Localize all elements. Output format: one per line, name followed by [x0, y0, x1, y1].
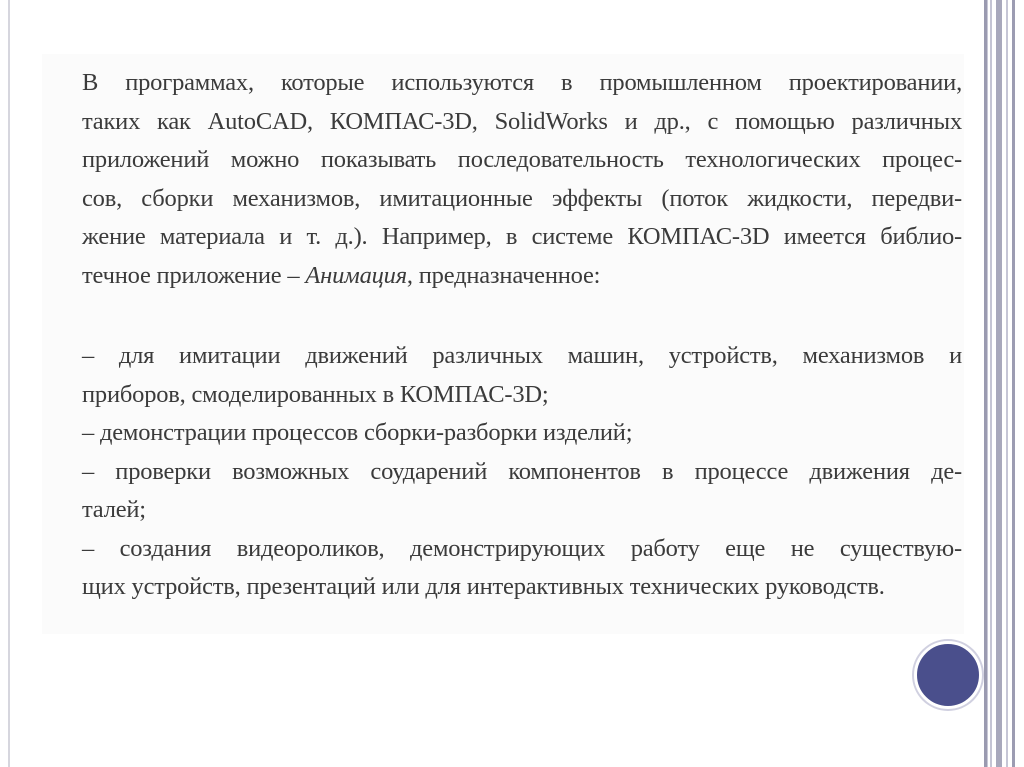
stripe: [1006, 0, 1008, 767]
decorative-right-stripes: [984, 0, 1024, 767]
intro-paragraph: [82, 64, 962, 295]
list-item: – проверки возможных соударений компонентов в процессе движения де-: [82, 457, 962, 485]
paragraph-line: сов, сборки механизмов, имитационные эффекты (поток жидкости, передви-: [82, 184, 962, 212]
list-item: – для имитации движений различных машин, устройств, механизмов и: [82, 342, 962, 369]
decorative-circle: [914, 641, 982, 709]
stripe: [990, 0, 992, 767]
paragraph-text: течное приложение –: [82, 261, 306, 289]
list-item: – создания видеороликов, демонстрирующих работу еще не существую-: [82, 534, 962, 562]
paragraph-line: В программах, которые используются в промышленном проектировании,: [82, 69, 962, 96]
stripe: [996, 0, 1002, 767]
purpose-list: [82, 337, 962, 607]
list-item-continuation: приборов, смоделированных в КОМПАС-3D;: [82, 380, 549, 408]
paragraph-text: , предназначенное:: [406, 261, 601, 289]
list-item-continuation: талей;: [82, 496, 146, 523]
stripe: [1012, 0, 1015, 767]
animation-term: Анимация: [305, 261, 407, 289]
list-item: – демонстрации процессов сборки-разборки изделий;: [82, 419, 633, 446]
list-item-continuation: щих устройств, презентаций или для интерактивных технических руководств.: [82, 573, 885, 600]
paragraph-line: жение материала и т. д.). Например, в системе КОМПАС-3D имеется библио-: [82, 223, 962, 250]
paragraph-last-line: [82, 257, 962, 296]
paragraph-line: приложений можно показывать последовательность технологических процес-: [82, 146, 962, 173]
stripe: [984, 0, 987, 767]
paragraph-line: таких как AutoCAD, КОМПАС-3D, SolidWorks и др., с помощью различных: [82, 107, 962, 135]
